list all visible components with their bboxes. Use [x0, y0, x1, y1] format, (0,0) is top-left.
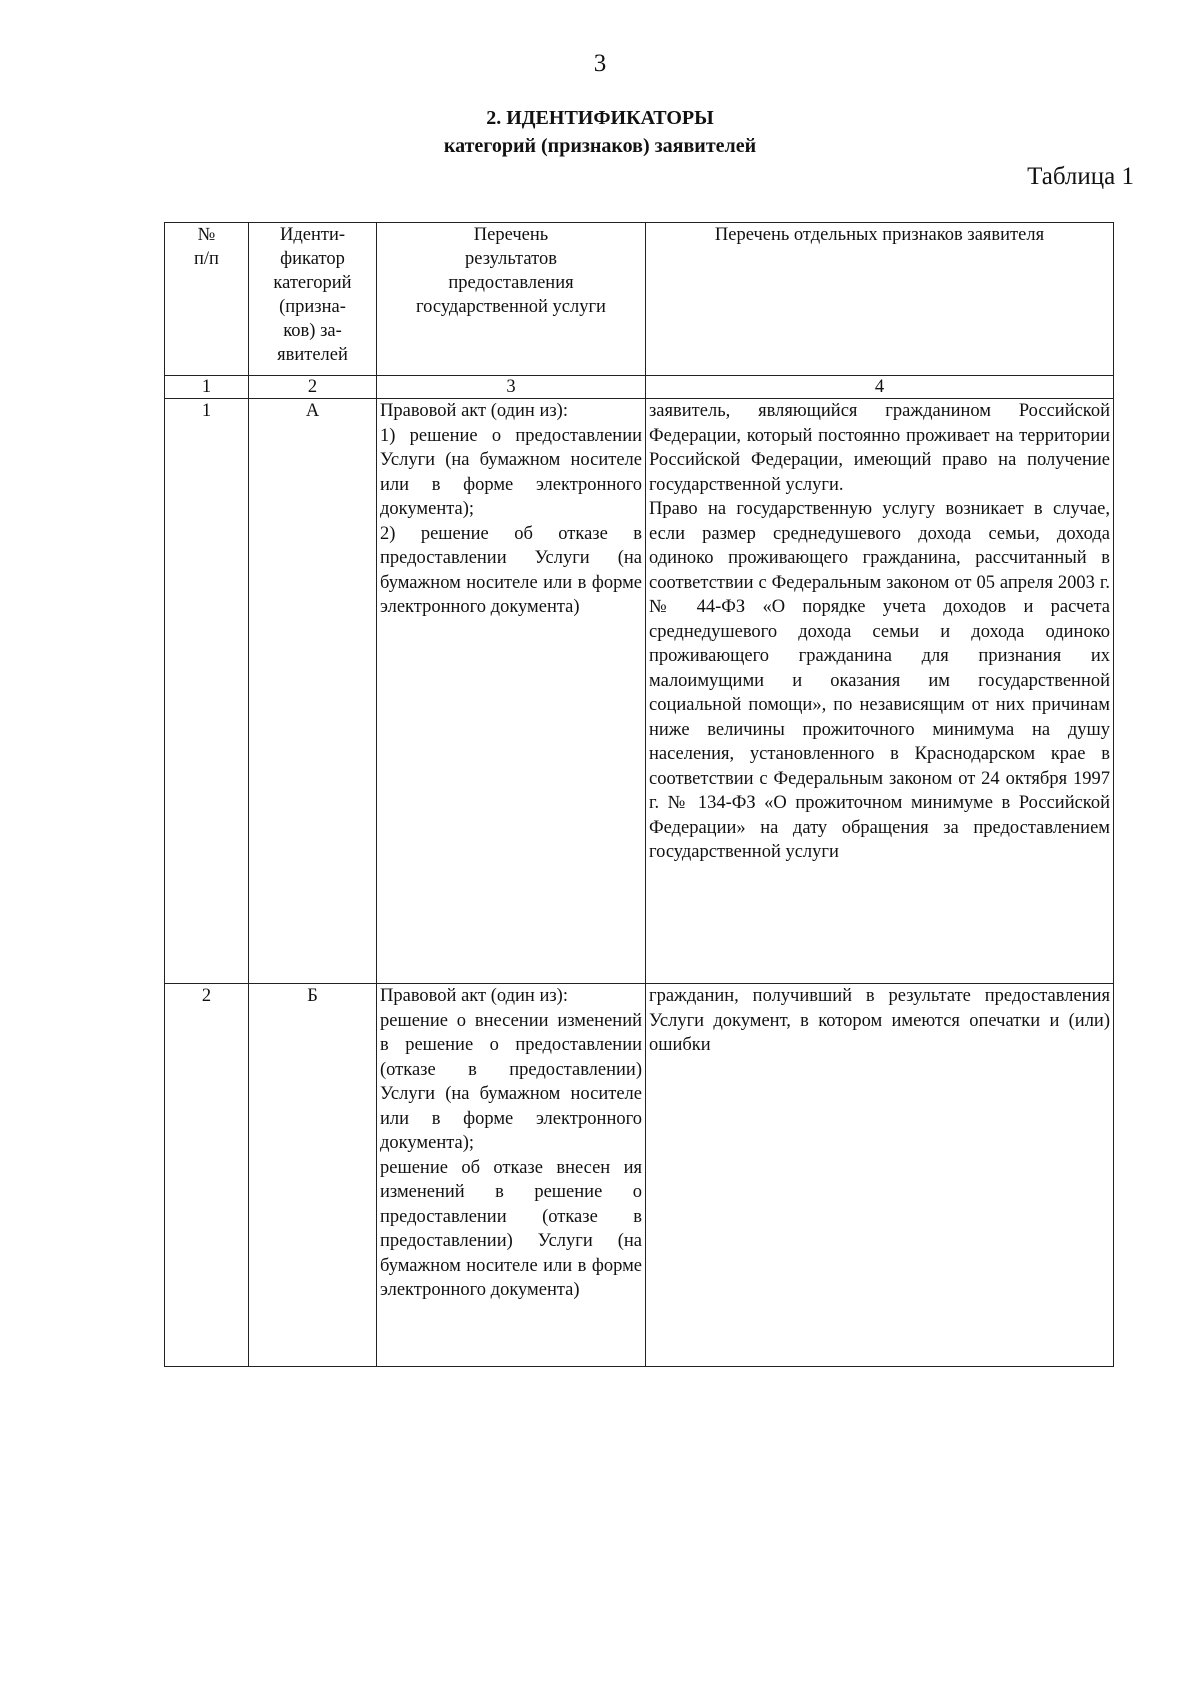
row-features: [646, 399, 1114, 984]
row-number: 2: [165, 984, 249, 1367]
features-paragraph: гражданин, получивший в результате предоставления Услуги документ, в котором имеются опечатки и (или) ошибки: [649, 986, 1110, 1055]
table-header-row: [165, 223, 1114, 376]
features-paragraph: заявитель, являющийся гражданином Российской Федерации, который постоянно проживает на территории Российской Федерации, имеющий право на получение государственной услуги.: [649, 401, 1110, 495]
row-results: [377, 984, 646, 1367]
section-title: [0, 104, 1200, 160]
identifiers-table: [164, 222, 1114, 1367]
table-caption: Таблица 1: [1027, 163, 1134, 190]
row-number: 1: [165, 399, 249, 984]
row-identifier: А: [249, 399, 377, 984]
header-results: Перечень результатов предоставления государственной услуги: [377, 223, 646, 376]
column-number: 1: [165, 376, 249, 399]
column-number: 4: [646, 376, 1114, 399]
row-identifier: Б: [249, 984, 377, 1367]
section-title-line2: категорий (признаков) заявителей: [443, 135, 757, 157]
header-identifier: Иденти- фикатор категорий (призна- ков) за- явителей: [249, 223, 377, 376]
results-text: Правовой акт (один из): решение о внесении изменений в решение о предоставлении (отказе в предоставлении) Услуги (на бумажном носителе или в форме электронного документа); решение об отказе внесен ия изменений в решение о предоставлении (отказе в предоставлении) Услуги (на бумажном носителе или в форме электронного документа): [380, 986, 642, 1300]
page-number: 3: [593, 50, 607, 77]
features-paragraph: Право на государственную услугу возникает в случае, если размер среднедушевого дохода семьи, дохода одиноко проживающего гражданина, рассчитанный в соответствии с Федеральным законом от 05 апреля 2003 г. № 44-ФЗ «О порядке учета доходов и расчета среднедушевого дохода семьи и дохода одиноко проживающего гражданина для признания их малоимущими и оказания им государственной социальной помощи», по независящим от них причинам ниже величины прожиточного минимума на душу населения, установленного в Краснодарском крае в соответствии с Федеральным законом от 24 октября 1997 г. № 134-ФЗ «О прожиточном минимуме в Российской Федерации» на дату обращения за предоставлением государственной услуги: [649, 499, 1110, 862]
section-title-line1: 2. ИДЕНТИФИКАТОРЫ: [486, 107, 714, 129]
table-row: [165, 399, 1114, 984]
column-number: 3: [377, 376, 646, 399]
header-features: Перечень отдельных признаков заявителя: [646, 223, 1114, 376]
header-num: № п/п: [165, 223, 249, 376]
row-features: [646, 984, 1114, 1367]
column-number-row: [165, 376, 1114, 399]
column-number: 2: [249, 376, 377, 399]
row-results: [377, 399, 646, 984]
table-row: [165, 984, 1114, 1367]
results-text: Правовой акт (один из): 1) решение о предоставлении Услуги (на бумажном носителе или в форме электронного документа); 2) решение об отказе в предоставлении Услуги (на бумажном носителе или в форме электронного документа): [380, 401, 642, 617]
